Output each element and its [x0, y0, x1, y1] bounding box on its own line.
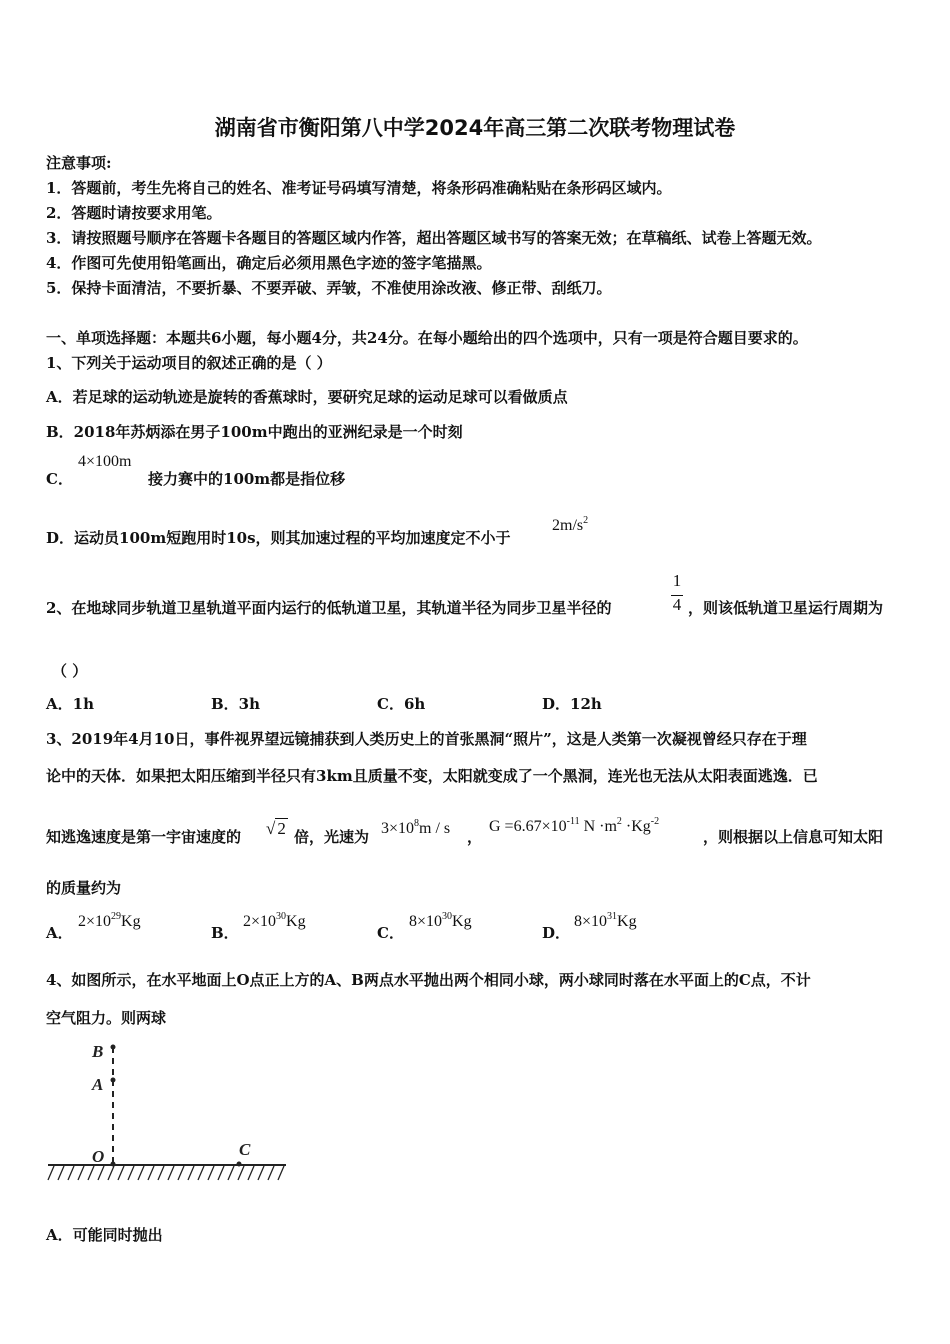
ground-hatching [48, 1166, 284, 1180]
q1-option-c-text: 接力赛中的100m都是指位移 [148, 470, 346, 488]
q3-line-3b: 倍，光速为 [294, 828, 370, 846]
q3-gravity-constant: $G =6.67\times 10^{-11}$ $N \cdot m^2 \cdot Kg^{-2}$ [489, 816, 660, 835]
label-a: A [92, 1075, 104, 1094]
point-b-dot [111, 1045, 116, 1050]
label-c: C [239, 1140, 251, 1159]
q3-option-a-label: A． [46, 924, 73, 942]
q3-option-d-label: D． [542, 924, 571, 942]
q3-option-c-label: C． [377, 924, 404, 942]
q1-option-b: B．2018年苏炳添在男子100m中跑出的亚洲纪录是一个时刻 [46, 423, 463, 441]
q1-option-c-math: 4×100m [78, 453, 132, 470]
q3-option-d-math: $8\times 10^{31}Kg$ [574, 911, 637, 930]
q3-line-4: 的质量约为 [46, 879, 122, 897]
notice-item-5: 5．保持卡面清洁，不要折暴、不要弄破、弄皱，不准使用涂改液、修正带、刮纸刀。 [46, 279, 612, 297]
notice-item-3: 3．请按照题号顺序在答题卡各题目的答题区域内作答，超出答题区域书写的答案无效；在草稿纸、试卷上答题无效。 [46, 229, 822, 247]
q2-option-b: B．3h [211, 695, 261, 713]
q2-stem-end: ，则该低轨道卫星运行周期为 [688, 599, 884, 617]
q2-fraction: 1 4 [672, 571, 682, 614]
q3-option-b-math: $2\times 10^{30}Kg$ [243, 911, 306, 930]
section-heading: 一、单项选择题：本题共6小题，每小题4分，共24分。在每小题给出的四个选项中，只有一项是符合题目要求的。 [46, 329, 808, 347]
q1-option-c-label: C． [46, 470, 73, 488]
q3-option-c-math: $8\times 10^{30}Kg$ [409, 911, 472, 930]
label-b: B [92, 1042, 104, 1061]
q4-option-a: A．可能同时抛出 [46, 1226, 163, 1244]
q3-line-1: 3、2019年4月10日，事件视界望远镜捕获到人类历史上的首张黑洞“照片”，这是人类第一次凝视曾经只存在于理 [46, 730, 807, 748]
page-title: 湖南省市衡阳第八中学2024年高三第二次联考物理试卷 [214, 116, 736, 140]
q2-paren: （ ） [52, 662, 88, 680]
q2-stem: 2、在地球同步轨道卫星轨道平面内运行的低轨道卫星，其轨道半径为同步卫星半径的 [46, 599, 612, 617]
q3-line-3c: ，则根据以上信息可知太阳 [703, 828, 884, 846]
q4-line-2: 空气阻力。则两球 [46, 1009, 167, 1027]
q3-sqrt: √ 2 [266, 819, 286, 838]
notice-item-2: 2．答题时请按要求用笔。 [46, 204, 222, 222]
q4-line-1: 4、如图所示，在水平地面上O点正上方的A、B两点水平抛出两个相同小球，两小球同时落在水平面上的C点，不计 [46, 971, 811, 989]
q1-option-a: A．若足球的运动轨迹是旋转的香蕉球时，要研究足球的运动足球可以看做质点 [46, 388, 568, 406]
q3-option-a-math: $2\times 10^{29}Kg$ [78, 911, 141, 930]
q4-figure [40, 1035, 300, 1185]
q3-line-3a: 知逃逸速度是第一宇宙速度的 [46, 828, 242, 846]
q3-comma: ， [467, 828, 483, 846]
q3-light-speed: $3\times 10^8m / s$ [381, 818, 451, 837]
q1-option-d-text: D．运动员100m短跑用时10s，则其加速过程的平均加速度定不小于 [46, 529, 511, 547]
notice-item-1: 1．答题前，考生先将自己的姓名、准考证号码填写清楚，将条形码准确粘贴在条形码区域内。 [46, 179, 672, 197]
q2-option-a: A．1h [46, 695, 94, 713]
notice-item-4: 4．作图可先使用铅笔画出，确定后必须用黑色字迹的签字笔描黑。 [46, 254, 492, 272]
q1-option-d-math: $2m/s^2$ [552, 515, 589, 534]
q3-option-b-label: B． [211, 924, 239, 942]
q2-option-d: D．12h [542, 695, 602, 713]
q3-line-2: 论中的天体．如果把太阳压缩到半径只有3km且质量不变，太阳就变成了一个黑洞，连光也无法从太阳表面逃逸．已 [46, 767, 818, 785]
notice-heading: 注意事项: [46, 154, 112, 172]
point-a-dot [111, 1078, 116, 1083]
q1-stem: 1、下列关于运动项目的叙述正确的是（ ） [46, 354, 332, 372]
label-o: O [92, 1147, 105, 1166]
q2-option-c: C．6h [377, 695, 426, 713]
